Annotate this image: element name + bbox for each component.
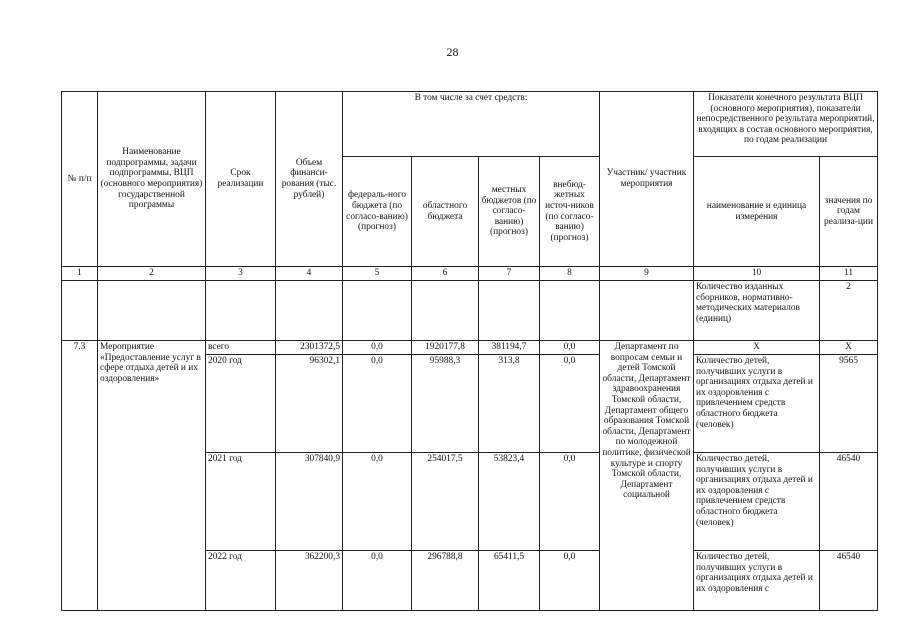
header-participant: Участник/ участник мероприятия	[600, 92, 694, 267]
indicator: Количество детей, получивших услуги в организациях отдыха детей и их оздоровления с	[694, 551, 820, 611]
col-num: 4	[276, 267, 343, 281]
col-num: 8	[540, 267, 600, 281]
extra: 0,0	[540, 355, 600, 453]
indicator-value: 46540	[820, 551, 878, 611]
header-row-1	[62, 92, 878, 157]
carry-over-row	[62, 281, 878, 341]
carry-value: 2	[820, 281, 878, 341]
participant: Департамент по вопросам семьи и детей Томской области, Департамент здравоохранения Томской области, Департамент общего образования Томской области, Департамент по молодежной политике, физической культуре и спорту Томской области, Департамент социальной	[600, 341, 694, 611]
extra: 0,0	[540, 341, 600, 355]
program-table	[61, 91, 878, 611]
header-indicators-group: Показатели конечного результата ВЦП (основного мероприятия), показатели непосредственного результата мероприятий, входящих в состав основного мероприятия, по годам реализации	[694, 92, 878, 157]
federal: 0,0	[343, 551, 412, 611]
local: 53823,4	[479, 453, 540, 551]
header-period: Срок реализации	[206, 92, 276, 267]
total: 362200,3	[276, 551, 343, 611]
local: 65411,5	[479, 551, 540, 611]
regional: 95988,3	[412, 355, 479, 453]
col-num: 11	[820, 267, 878, 281]
col-num: 9	[600, 267, 694, 281]
page-number: 28	[446, 45, 459, 59]
indicator-value: X	[820, 341, 878, 355]
period: 2022 год	[206, 551, 276, 611]
regional: 296788,8	[412, 551, 479, 611]
regional: 1920177,8	[412, 341, 479, 355]
period: всего	[206, 341, 276, 355]
col-num: 10	[694, 267, 820, 281]
indicator-value: 46540	[820, 453, 878, 551]
extra: 0,0	[540, 551, 600, 611]
extra: 0,0	[540, 453, 600, 551]
col-num: 5	[343, 267, 412, 281]
header-total: Объем финанси-рования (тыс. рублей)	[276, 92, 343, 267]
header-name: Наименование подпрограммы, задачи подпрограммы, ВЦП (основного мероприятия) государственной программы	[98, 92, 206, 267]
col-num: 2	[98, 267, 206, 281]
local: 381194,7	[479, 341, 540, 355]
table-row	[62, 341, 878, 355]
period: 2020 год	[206, 355, 276, 453]
indicator-value: 9565	[820, 355, 878, 453]
col-num: 3	[206, 267, 276, 281]
total: 307840,9	[276, 453, 343, 551]
indicator: Количество детей, получивших услуги в организациях отдыха детей и их оздоровления с привлечением средств областного бюджета (человек)	[694, 355, 820, 453]
measure-number: 7.3	[62, 341, 98, 611]
header-indicator-name: наименование и единица измерения	[694, 157, 820, 267]
header-regional: областного бюджета	[412, 157, 479, 267]
header-extra: внебюд-жетных источ-ников (по согласо-ванию) (прогноз)	[540, 157, 600, 267]
carry-indicator: Количество изданных сборников, нормативно-методических материалов (единиц)	[694, 281, 820, 341]
local: 313,8	[479, 355, 540, 453]
header-local: местных бюджетов (по согласо-ванию) (прогноз)	[479, 157, 540, 267]
measure-name: Мероприятие «Предоставление услуг в сфере отдыха детей и их оздоровления»	[98, 341, 206, 611]
col-num: 6	[412, 267, 479, 281]
federal: 0,0	[343, 355, 412, 453]
regional: 254017,5	[412, 453, 479, 551]
indicator: X	[694, 341, 820, 355]
col-num: 7	[479, 267, 540, 281]
indicator: Количество детей, получивших услуги в организациях отдыха детей и их оздоровления с привлечением средств областного бюджета (человек)	[694, 453, 820, 551]
header-sources-group: В том числе за счет средств:	[343, 92, 600, 157]
total: 2301372,5	[276, 341, 343, 355]
header-number: № п/п	[62, 92, 98, 267]
period: 2021 год	[206, 453, 276, 551]
col-num: 1	[62, 267, 98, 281]
total: 96302,1	[276, 355, 343, 453]
column-numbers-row	[62, 267, 878, 281]
federal: 0,0	[343, 341, 412, 355]
header-indicator-values: значения по годам реализа-ции	[820, 157, 878, 267]
header-federal: федераль-ного бюджета (по согласо-ванию) (прогноз)	[343, 157, 412, 267]
federal: 0,0	[343, 453, 412, 551]
